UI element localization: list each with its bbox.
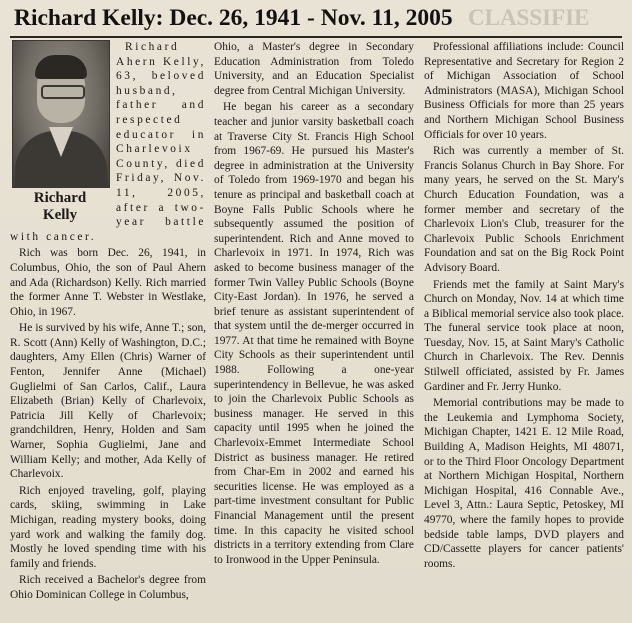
headline-rule: [10, 36, 622, 38]
bleed-through-text: CLASSIFIE: [468, 5, 590, 30]
paragraph: He began his career as a secondary teacher and junior varsity basketball coach at Traverse City St. Francis High School from 1967-69. He pursued his Master's degree in administration at the University of Toledo from 1969-1970 and began his tenure as principal and basketball coach at Boyne Falls Public Schools where he subsequently assumed the position of superintendent. Rich and Anne moved to Charlevoix in 1971. In 1974, Rich was asked to become business manager of the former Twin Valley Public Schools (Boyne City-East Jordan). In 1976, he served a brief tenure as assistant superintendent of that system until the de-merger occurred in 1977. At that time he remained with Boyne City Schools as their superintendent until 1988. Following a one-year superintendency in Bellevue, he was asked to join the Charlevoix Public Schools as business manager. He served in this capacity until 1995 when he joined the Charlevoix-Emmet Intermediate School District as business manager. He retired from Char-Em in 2002 and earned his securities license. He was employed as a part-time investment consultant for Public Financial Management until the present time. In this capacity he visited school districts in a territory extending from Clare to Ironwood in the Upper Peninsula.: [214, 101, 414, 566]
column-2: [214, 40, 414, 569]
caption-first-name: Richard: [33, 190, 87, 206]
paragraph: Friends met the family at Saint Mary's Church on Monday, Nov. 14 at which time a Biblical memorial service also took place. The funeral service took place at noon, Tuesday, Nov. 15, at Saint Mary's Catholic Church in Charlevoix. The Rev. Dennis Stilwell officiated, assisted by Fr. James Gardiner and Fr. Jerry Hunko.: [424, 278, 624, 393]
paragraph: Professional affiliations include: Council Representative and Secretary for Region 2 of Michigan Association of School Administrators (MASA), Michigan School Business Officials for more than 25 years and Northern Michigan School Business Officials for over 10 years.: [424, 41, 624, 141]
paragraph: Richard Ahern Kelly, 63, beloved husband, father and respected educator in Charlevoix County, died Friday, Nov. 11, 2005, after a two-year battle with cancer.: [10, 41, 206, 243]
caption-last-name: Kelly: [42, 207, 78, 223]
portrait-photo: [12, 40, 110, 188]
portrait-caption: [10, 190, 110, 224]
paragraph: He is survived by his wife, Anne T.; son, R. Scott (Ann) Kelly of Washington, D.C.; daughters, Amy Ellen (Chris) Warner of Fenton, Jennifer Anne (Michael) Guglielmi of San Carlos, Calif., Laura Elizabeth (Brian) Kelly of Charlevoix, Patricia Jill Kelly of Charlevoix; grandchildren, Henry, Holden and Sam Warner, Sophia Guglielmi, Jane and William Kelly; and mother, Ada Kelly of Charlevoix.: [10, 322, 206, 481]
paragraph: Rich enjoyed traveling, golf, playing cards, skiing, swimming in Lake Michigan, reading mystery books, doing yard work and walking the family dog. Mostly he loved spending time with his family and friends.: [10, 484, 206, 570]
obituary-headline: Richard Kelly: Dec. 26, 1941 - Nov. 11, 2005: [14, 5, 453, 31]
paragraph: Rich was currently a member of St. Francis Solanus Church in Bay Shore. For many years, he served on the St. Mary's Church Education Foundation, was a former member and secretary of the Charlevoix Lion's Club, treasurer for the Charlevoix Public Schools Enrichment Foundation and sat on the Big Rock Point Advisory Board.: [424, 145, 624, 274]
column-1: [10, 40, 206, 605]
paragraph: Rich was born Dec. 26, 1941, in Columbus, Ohio, the son of Paul Ahern and Ada (Richardson) Kelly. Rich married the former Anne T. Webster in Westlake, Ohio, in 1967.: [10, 247, 206, 318]
paragraph: Rich received a Bachelor's degree from Ohio Dominican College in Columbus,: [10, 574, 206, 601]
portrait-block: [10, 40, 110, 222]
column-3: [424, 40, 624, 573]
paragraph: Ohio, a Master's degree in Secondary Education Administration from Toledo University, and an Education Specialist degree from Central Michigan University.: [214, 41, 414, 97]
paragraph: Memorial contributions may be made to the Leukemia and Lymphoma Society, Michigan Chapter, 1421 E. 12 Mile Road, Building A, Madison Heights, MI 48071, or to the Third Floor Oncology Department at Northern Michigan Hospital, Northern Michigan Hospital, 416 Connable Ave., Level 3, Attn.: Laura Septic, Petoskey, MI 49770, where the family hopes to provide bedside table lamps, DVD players and CD/Cassette players for cancer patients' rooms.: [424, 397, 624, 570]
